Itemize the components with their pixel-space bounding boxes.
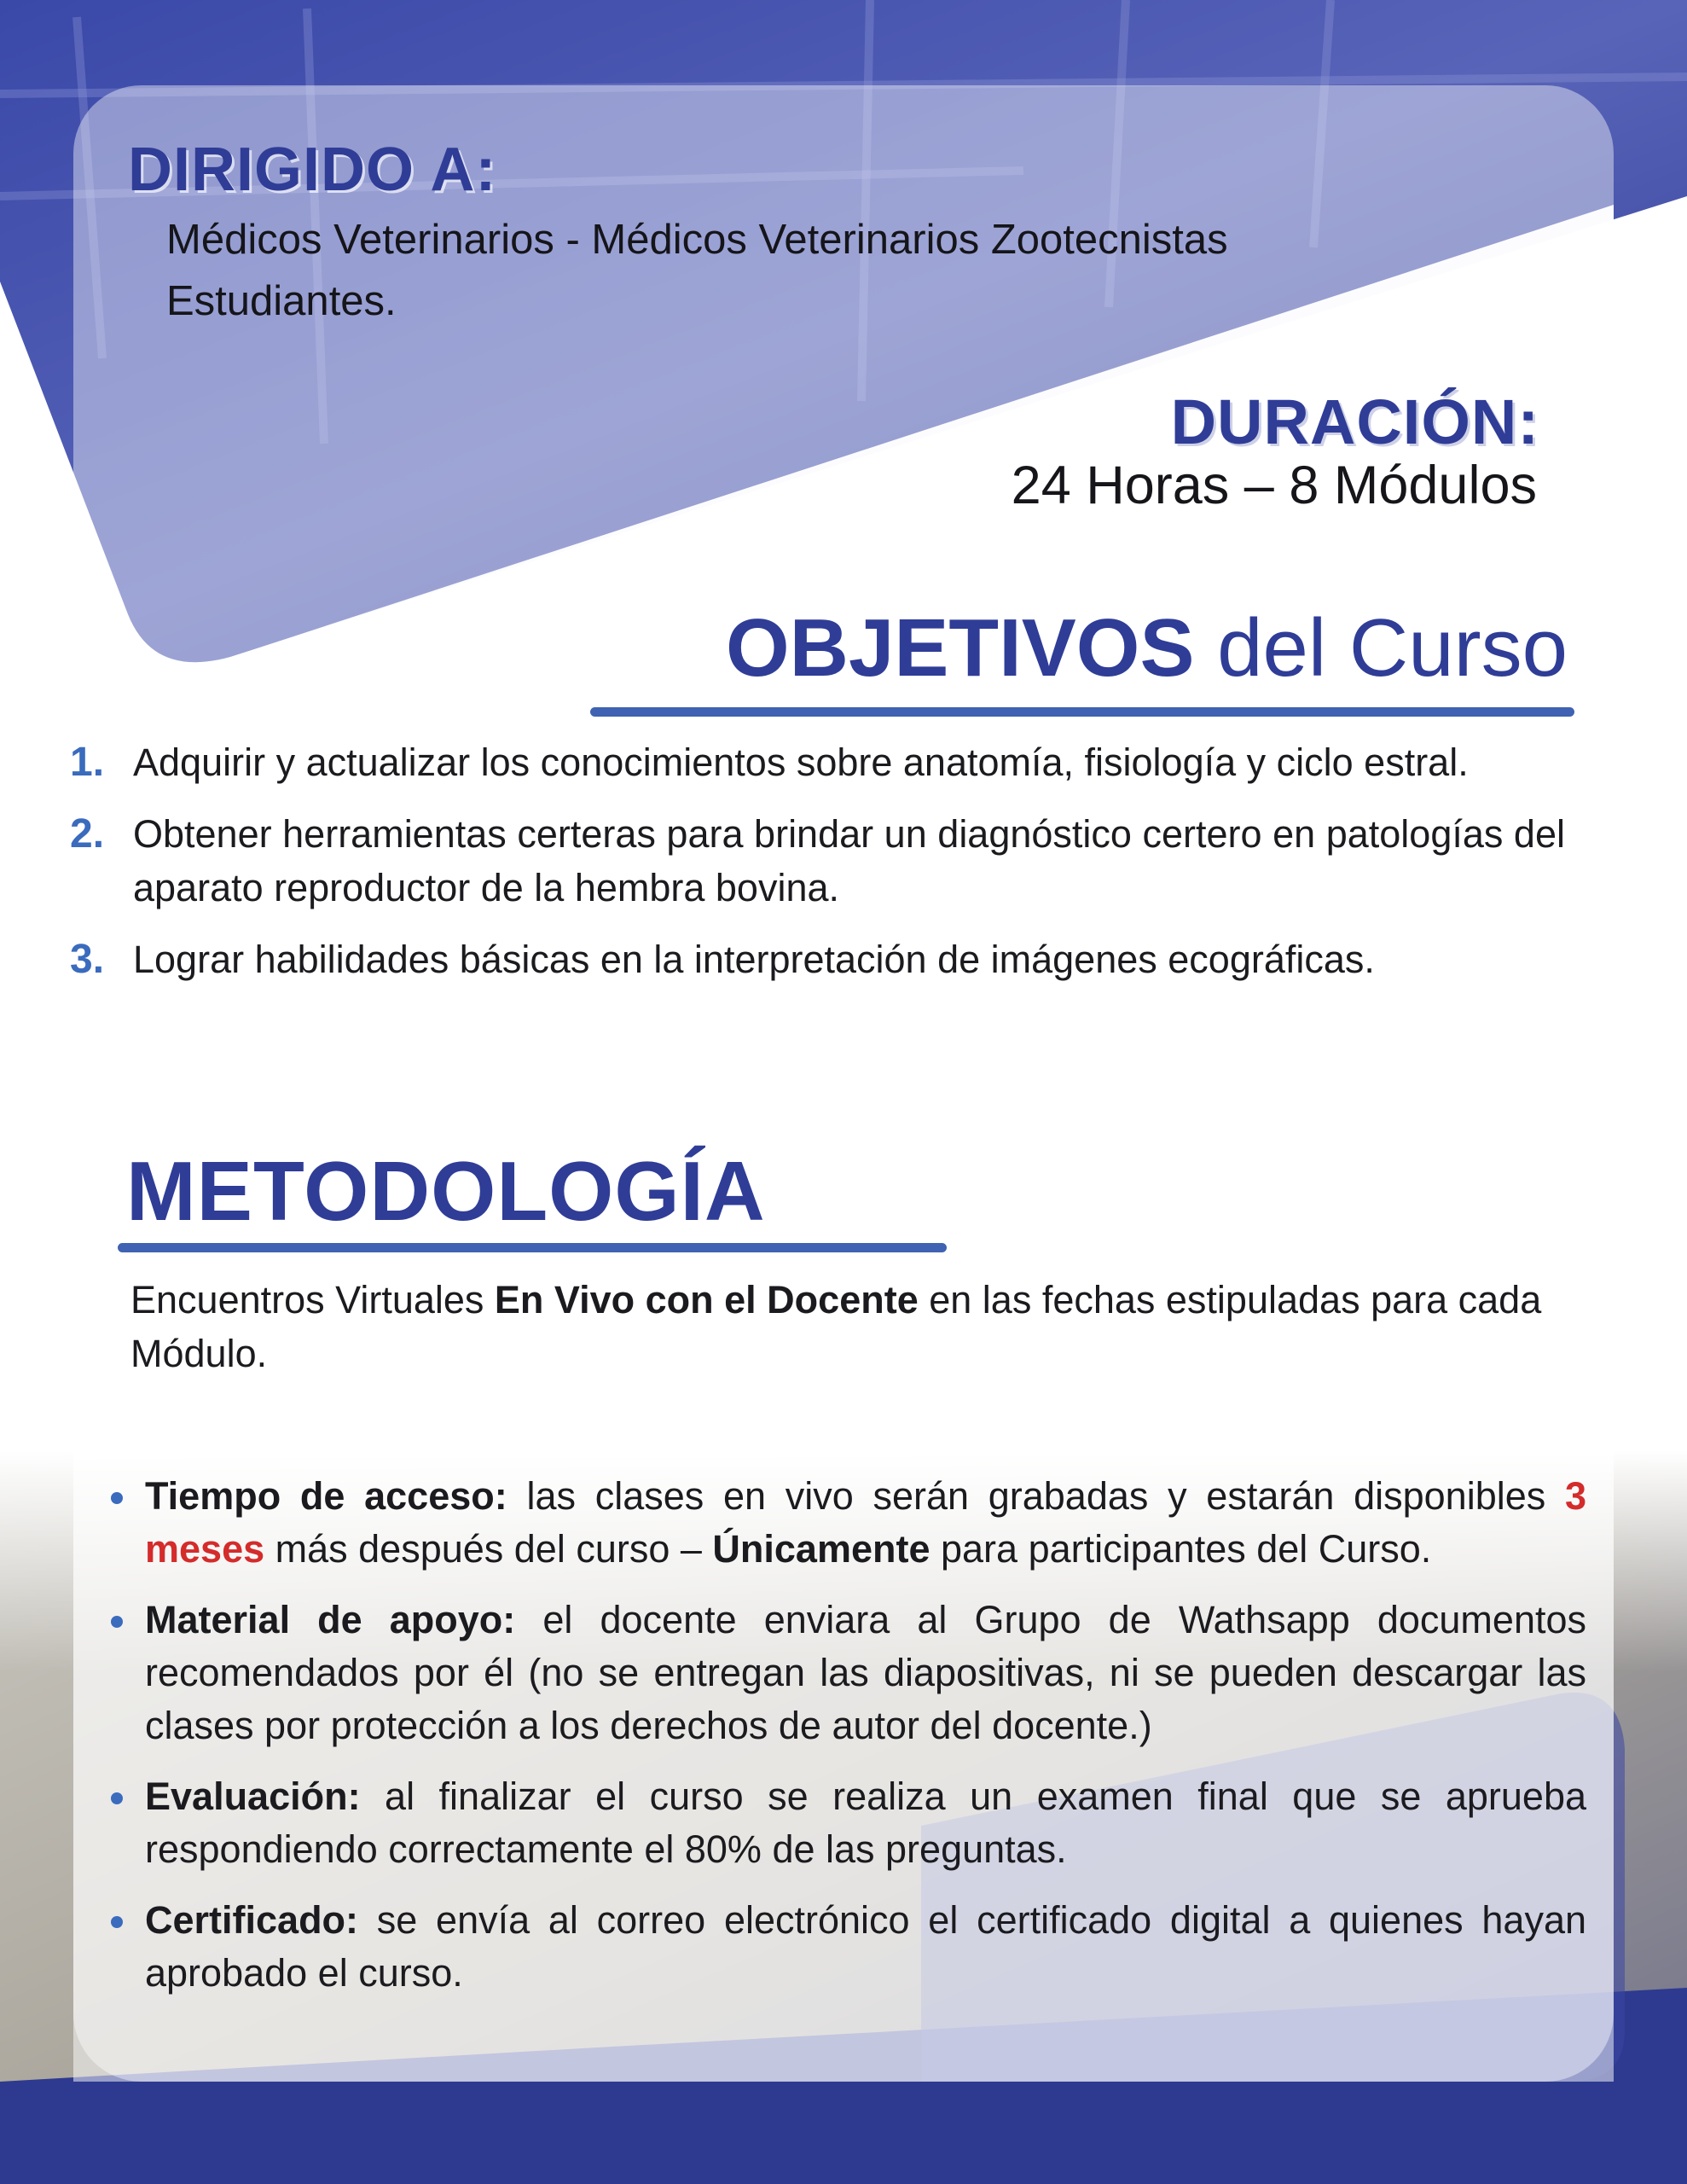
- dirigido-line-1: Médicos Veterinarios - Médicos Veterinarios Zootecnistas: [166, 217, 1228, 263]
- material-text: el docente enviara al Grupo de Wathsapp documentos recomendados por él (no se entregan las diapositivas, ni se pueden descargar las clases por protección a los derechos de autor del docente.): [145, 1598, 1587, 1747]
- objetivo-text: Adquirir y actualizar los conocimientos sobre anatomía, fisiología y ciclo estral.: [133, 741, 1469, 784]
- detalle-acceso: [102, 1470, 1586, 1576]
- metodologia-underline: [118, 1243, 947, 1252]
- certificado-text: se envía al correo electrónico el certificado digital a quienes hayan aprobado el curso.: [145, 1898, 1586, 1995]
- acceso-highlight: 3 meses: [145, 1474, 1587, 1571]
- duracion-value: 24 Horas – 8 Módulos: [1011, 456, 1537, 515]
- acceso-label: Tiempo de acceso:: [145, 1474, 507, 1518]
- material-label: Material de apoyo:: [145, 1598, 516, 1641]
- dirigido-heading: DIRIGIDO A:: [128, 136, 497, 204]
- metodologia-intro-post: en las fechas estipuladas para cada Módulo.: [130, 1278, 1542, 1375]
- bullet-dot-icon: [111, 1792, 123, 1804]
- objetivos-heading-light: del Curso: [1217, 602, 1568, 694]
- dirigido-text: [166, 209, 1531, 332]
- objetivo-text: Lograr habilidades básicas en la interpretación de imágenes ecográficas.: [133, 938, 1375, 981]
- objetivo-number: 2.: [70, 811, 105, 857]
- bullet-dot-icon: [111, 1492, 123, 1504]
- objetivos-list: [68, 735, 1565, 1004]
- acceso-text-1: las clases en vivo serán grabadas y estarán disponibles: [507, 1474, 1565, 1518]
- acceso-text-2: más después del curso –: [264, 1527, 713, 1571]
- metodologia-intro-bold: En Vivo con el Docente: [494, 1278, 919, 1321]
- objetivo-item: [68, 932, 1565, 986]
- certificado-label: Certificado:: [145, 1898, 359, 1942]
- bullet-dot-icon: [111, 1916, 123, 1928]
- objetivos-heading-bold: OBJETIVOS: [726, 602, 1195, 694]
- detalle-evaluacion: [102, 1770, 1586, 1876]
- metodologia-heading: METODOLOGÍA: [126, 1144, 766, 1238]
- objetivo-text: Obtener herramientas certeras para brindar un diagnóstico certero en patologías del aparato reproductor de la hembra bovina.: [133, 812, 1565, 909]
- objetivo-item: [68, 735, 1565, 789]
- detalle-certificado: [102, 1894, 1586, 2000]
- acceso-bold: Únicamente: [712, 1527, 930, 1571]
- objetivo-item: [68, 807, 1565, 915]
- detalle-material: [102, 1594, 1586, 1752]
- metodologia-intro-pre: Encuentros Virtuales: [130, 1278, 495, 1321]
- bullet-dot-icon: [111, 1616, 123, 1628]
- objetivos-heading: [726, 601, 1568, 695]
- detalles-list: [102, 1470, 1586, 2018]
- acceso-text-3: para participantes del Curso.: [930, 1527, 1432, 1571]
- dirigido-line-2: Estudiantes.: [166, 278, 397, 324]
- objetivos-underline: [590, 707, 1574, 717]
- duracion-heading: DURACIÓN:: [1170, 386, 1539, 457]
- metodologia-intro: [130, 1273, 1572, 1380]
- evaluacion-label: Evaluación:: [145, 1774, 361, 1818]
- evaluacion-text: al finalizar el curso se realiza un examen final que se aprueba respondiendo correctamente el 80% de las preguntas.: [145, 1774, 1586, 1871]
- objetivo-number: 1.: [70, 740, 105, 785]
- objetivo-number: 3.: [70, 937, 105, 982]
